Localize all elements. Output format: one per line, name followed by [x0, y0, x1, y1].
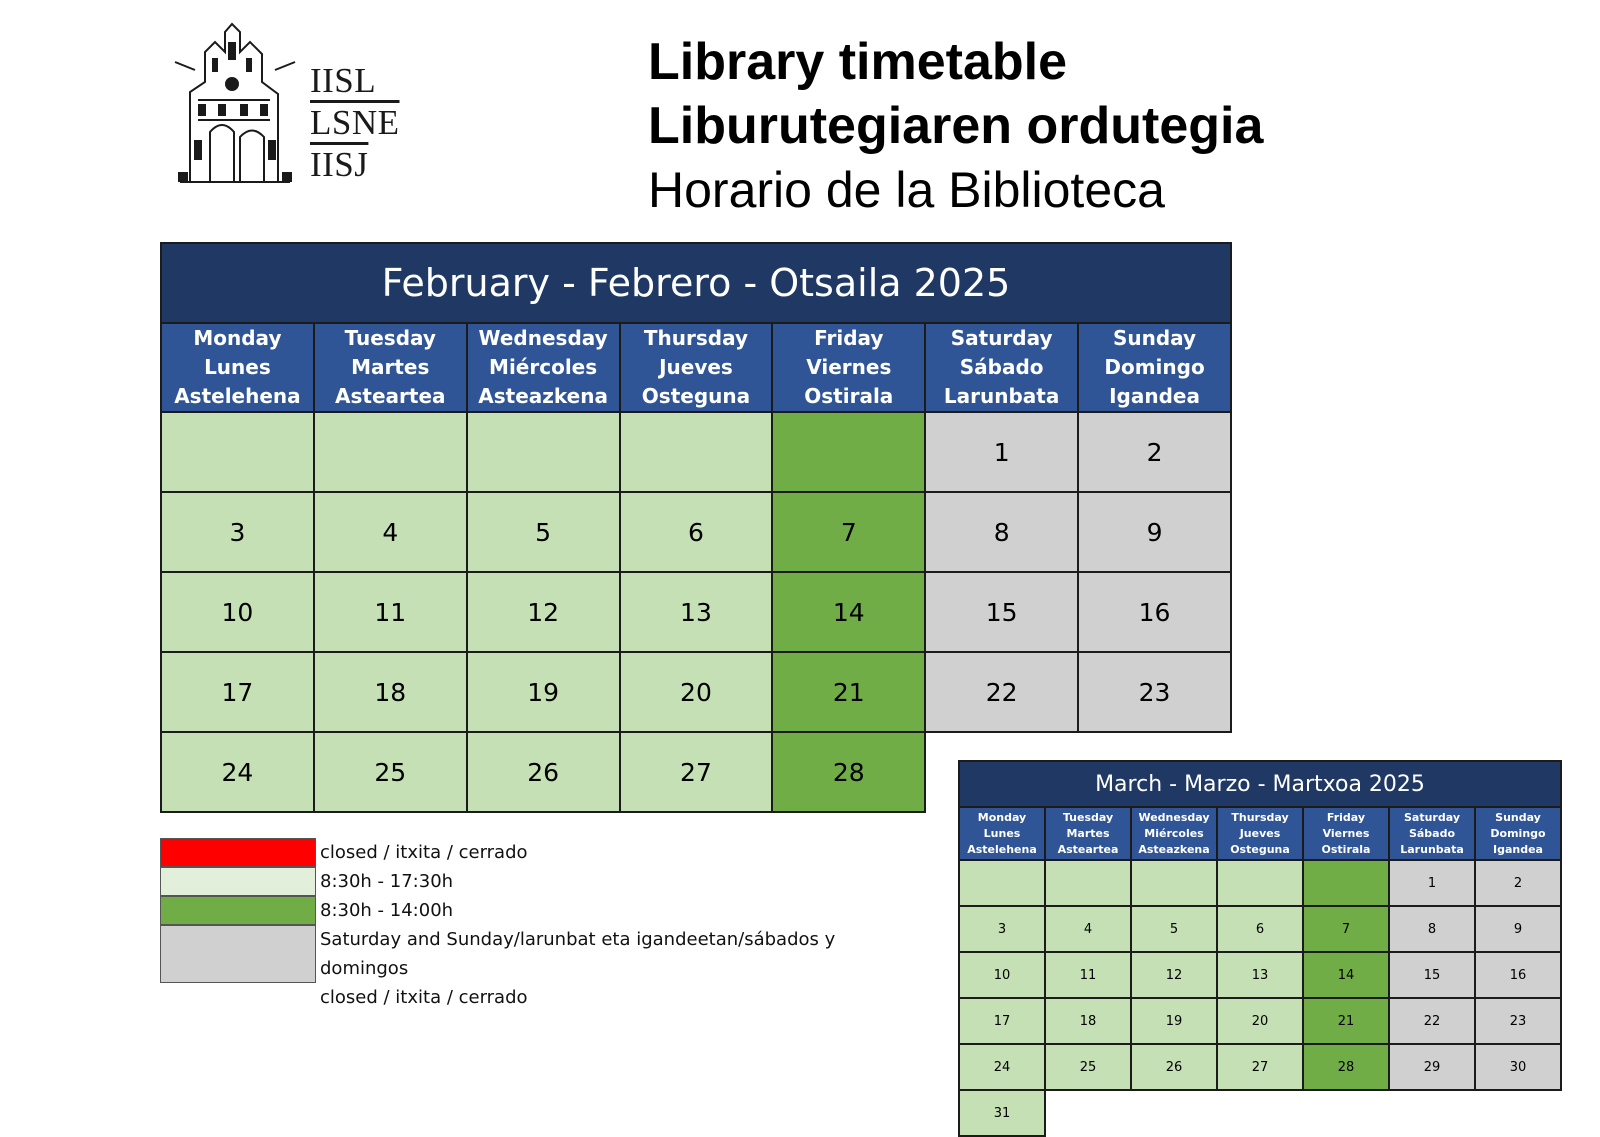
weekday-header-friday: [1303, 807, 1389, 860]
day-cell: 18: [1045, 998, 1131, 1044]
legend-swatch: [160, 896, 316, 925]
legend-label-line: closed / itxita / cerrado: [320, 987, 528, 1008]
day-cell: 19: [467, 652, 620, 732]
weekday-header-thursday: [1217, 807, 1303, 860]
day-cell: 14: [772, 572, 925, 652]
week-row: [959, 1044, 1561, 1090]
day-cell: 17: [161, 652, 314, 732]
day-cell: 5: [467, 492, 620, 572]
weekday-label-en: Wednesday: [1138, 810, 1210, 824]
weekday-header-monday: [161, 323, 314, 412]
day-cell: 9: [1475, 906, 1561, 952]
empty-cell: [1045, 1090, 1131, 1136]
weekday-label-eu: Ostirala: [1321, 842, 1371, 856]
legend-row: [160, 925, 920, 1012]
title-spanish: Horario de la Biblioteca: [648, 162, 1165, 218]
day-cell: 27: [1217, 1044, 1303, 1090]
february-calendar: [160, 242, 1232, 813]
week-row: [959, 906, 1561, 952]
weekday-label-en: Monday: [193, 326, 282, 350]
day-cell: 18: [314, 652, 467, 732]
weekday-header-monday: [959, 807, 1045, 860]
day-cell: 21: [772, 652, 925, 732]
day-cell: 2: [1475, 860, 1561, 906]
title-english: Library timetable: [648, 33, 1068, 91]
logo-line-lsne: LSNE: [310, 103, 400, 142]
weekday-label-en: Tuesday: [1062, 810, 1114, 824]
day-cell: 2: [1078, 412, 1231, 492]
day-cell: 13: [620, 572, 773, 652]
legend-swatch: [160, 838, 316, 867]
weekday-label-eu: Astelehena: [967, 842, 1037, 856]
march-calendar: [958, 760, 1562, 1137]
day-cell: 23: [1475, 998, 1561, 1044]
legend-label: [320, 896, 453, 925]
day-cell: 23: [1078, 652, 1231, 732]
weekday-label-en: Sunday: [1495, 810, 1541, 824]
day-cell: 17: [959, 998, 1045, 1044]
weekday-label-es: Jueves: [659, 355, 733, 379]
day-cell: [772, 412, 925, 492]
week-row: [959, 952, 1561, 998]
day-cell: 25: [1045, 1044, 1131, 1090]
weekday-label-en: Thursday: [1231, 810, 1289, 824]
legend-row: [160, 838, 920, 867]
weekday-header-wednesday: [467, 323, 620, 412]
day-cell: 10: [161, 572, 314, 652]
day-cell: 7: [772, 492, 925, 572]
day-cell: 24: [959, 1044, 1045, 1090]
day-cell: 26: [1131, 1044, 1217, 1090]
legend-swatch: [160, 867, 316, 896]
empty-cell: [1389, 1090, 1475, 1136]
day-cell: [161, 412, 314, 492]
weekday-header-wednesday: [1131, 807, 1217, 860]
weekday-header-friday: [772, 323, 925, 412]
february-weekday-header: [161, 323, 1231, 412]
weekday-label-en: Tuesday: [344, 326, 436, 350]
day-cell: 16: [1078, 572, 1231, 652]
day-cell: 9: [1078, 492, 1231, 572]
day-cell: 27: [620, 732, 773, 812]
day-cell: 4: [1045, 906, 1131, 952]
weekday-label-es: Lunes: [204, 355, 271, 379]
empty-cell: [1303, 1090, 1389, 1136]
day-cell: 1: [1389, 860, 1475, 906]
empty-cell: [1475, 1090, 1561, 1136]
weekday-header-tuesday: [1045, 807, 1131, 860]
day-cell: [314, 412, 467, 492]
page-titles: [648, 30, 1263, 222]
weekday-label-eu: Ostirala: [804, 384, 894, 408]
week-row: [959, 860, 1561, 906]
day-cell: 16: [1475, 952, 1561, 998]
title-basque: Liburutegiaren ordutegia: [648, 97, 1264, 155]
day-cell: 14: [1303, 952, 1389, 998]
weekday-header-saturday: [925, 323, 1078, 412]
weekday-label-es: Domingo: [1490, 826, 1546, 840]
day-cell: [1217, 860, 1303, 906]
weekday-label-es: Lunes: [983, 826, 1021, 840]
logo-acronyms: [310, 60, 400, 186]
weekday-label-es: Martes: [1066, 826, 1110, 840]
legend-swatch: [160, 925, 316, 983]
day-cell: 5: [1131, 906, 1217, 952]
weekday-label-en: Friday: [814, 326, 884, 350]
day-cell: 24: [161, 732, 314, 812]
logo-line-iisj: IISJ: [310, 145, 369, 184]
weekday-label-eu: Igandea: [1493, 842, 1543, 856]
day-cell: 7: [1303, 906, 1389, 952]
day-cell: 19: [1131, 998, 1217, 1044]
weekday-label-es: Miércoles: [489, 355, 598, 379]
weekday-label-eu: Asteazkena: [478, 384, 608, 408]
day-cell: 12: [467, 572, 620, 652]
day-cell: 31: [959, 1090, 1045, 1136]
weekday-label-es: Sábado: [1408, 826, 1456, 840]
day-cell: [1131, 860, 1217, 906]
week-row: [161, 572, 1231, 652]
weekday-label-en: Friday: [1326, 810, 1366, 824]
day-cell: 6: [1217, 906, 1303, 952]
weekday-label-en: Saturday: [1404, 810, 1460, 824]
day-cell: 15: [1389, 952, 1475, 998]
day-cell: 22: [925, 652, 1078, 732]
day-cell: 8: [1389, 906, 1475, 952]
weekday-header-saturday: [1389, 807, 1475, 860]
weekday-label-es: Miércoles: [1144, 826, 1204, 840]
day-cell: 20: [620, 652, 773, 732]
weekday-label-es: Viernes: [1322, 826, 1370, 840]
day-cell: 25: [314, 732, 467, 812]
weekday-label-en: Sunday: [1112, 326, 1197, 350]
day-cell: 28: [772, 732, 925, 812]
day-cell: [467, 412, 620, 492]
week-row: [161, 412, 1231, 492]
weekday-label-eu: Larunbata: [1400, 842, 1464, 856]
institute-logo: [170, 22, 410, 197]
day-cell: 3: [161, 492, 314, 572]
day-cell: 20: [1217, 998, 1303, 1044]
day-cell: 28: [1303, 1044, 1389, 1090]
building-drawing-icon: [170, 22, 300, 192]
weekday-label-eu: Larunbata: [943, 384, 1060, 408]
day-cell: [959, 860, 1045, 906]
day-cell: 8: [925, 492, 1078, 572]
day-cell: 22: [1389, 998, 1475, 1044]
day-cell: 26: [467, 732, 620, 812]
day-cell: 4: [314, 492, 467, 572]
legend: [160, 838, 920, 1012]
weekday-label-eu: Asteartea: [1057, 842, 1119, 856]
weekday-label-es: Domingo: [1104, 355, 1205, 379]
weekday-label-en: Thursday: [643, 326, 749, 350]
weekday-label-eu: Osteguna: [1230, 842, 1290, 856]
weekday-label-eu: Osteguna: [641, 384, 751, 408]
weekday-header-tuesday: [314, 323, 467, 412]
legend-label-line: 8:30h - 14:00h: [320, 900, 454, 921]
legend-label: [320, 867, 453, 896]
legend-label: [320, 925, 920, 1012]
weekday-header-thursday: [620, 323, 773, 412]
day-cell: [1045, 860, 1131, 906]
empty-cell: [1131, 1090, 1217, 1136]
day-cell: 11: [1045, 952, 1131, 998]
day-cell: 13: [1217, 952, 1303, 998]
weekday-header-sunday: [1078, 323, 1231, 412]
day-cell: [620, 412, 773, 492]
weekday-label-eu: Astelehena: [174, 384, 301, 408]
empty-cell: [1217, 1090, 1303, 1136]
week-row: [959, 1090, 1561, 1136]
day-cell: 21: [1303, 998, 1389, 1044]
day-cell: 11: [314, 572, 467, 652]
legend-label: [320, 838, 528, 867]
week-row: [161, 652, 1231, 732]
logo-line-iisl: IISL: [310, 61, 377, 100]
weekday-label-en: Saturday: [950, 326, 1053, 350]
day-cell: 12: [1131, 952, 1217, 998]
weekday-label-es: Jueves: [1239, 826, 1281, 840]
weekday-label-es: Viernes: [806, 355, 892, 379]
week-row: [959, 998, 1561, 1044]
day-cell: [1303, 860, 1389, 906]
march-title: March - Marzo - Martxoa 2025: [959, 761, 1561, 807]
weekday-label-es: Martes: [351, 355, 430, 379]
day-cell: 1: [925, 412, 1078, 492]
weekday-header-sunday: [1475, 807, 1561, 860]
day-cell: 3: [959, 906, 1045, 952]
weekday-label-en: Monday: [977, 810, 1027, 824]
day-cell: 30: [1475, 1044, 1561, 1090]
week-row: [161, 492, 1231, 572]
weekday-label-eu: Asteazkena: [1138, 842, 1210, 856]
day-cell: 6: [620, 492, 773, 572]
march-weekday-header: [959, 807, 1561, 860]
weekday-label-eu: Igandea: [1109, 384, 1200, 408]
legend-label-line: 8:30h - 17:30h: [320, 871, 454, 892]
legend-label-line: Saturday and Sunday/larunbat eta igandeetan/sábados y domingos: [320, 929, 836, 979]
weekday-label-es: Sábado: [959, 355, 1044, 379]
weekday-label-eu: Asteartea: [335, 384, 446, 408]
weekday-label-en: Wednesday: [478, 326, 608, 350]
day-cell: 10: [959, 952, 1045, 998]
day-cell: 15: [925, 572, 1078, 652]
legend-label-line: closed / itxita / cerrado: [320, 842, 528, 863]
february-title: February - Febrero - Otsaila 2025: [161, 243, 1231, 323]
day-cell: 29: [1389, 1044, 1475, 1090]
legend-row: [160, 896, 920, 925]
legend-row: [160, 867, 920, 896]
